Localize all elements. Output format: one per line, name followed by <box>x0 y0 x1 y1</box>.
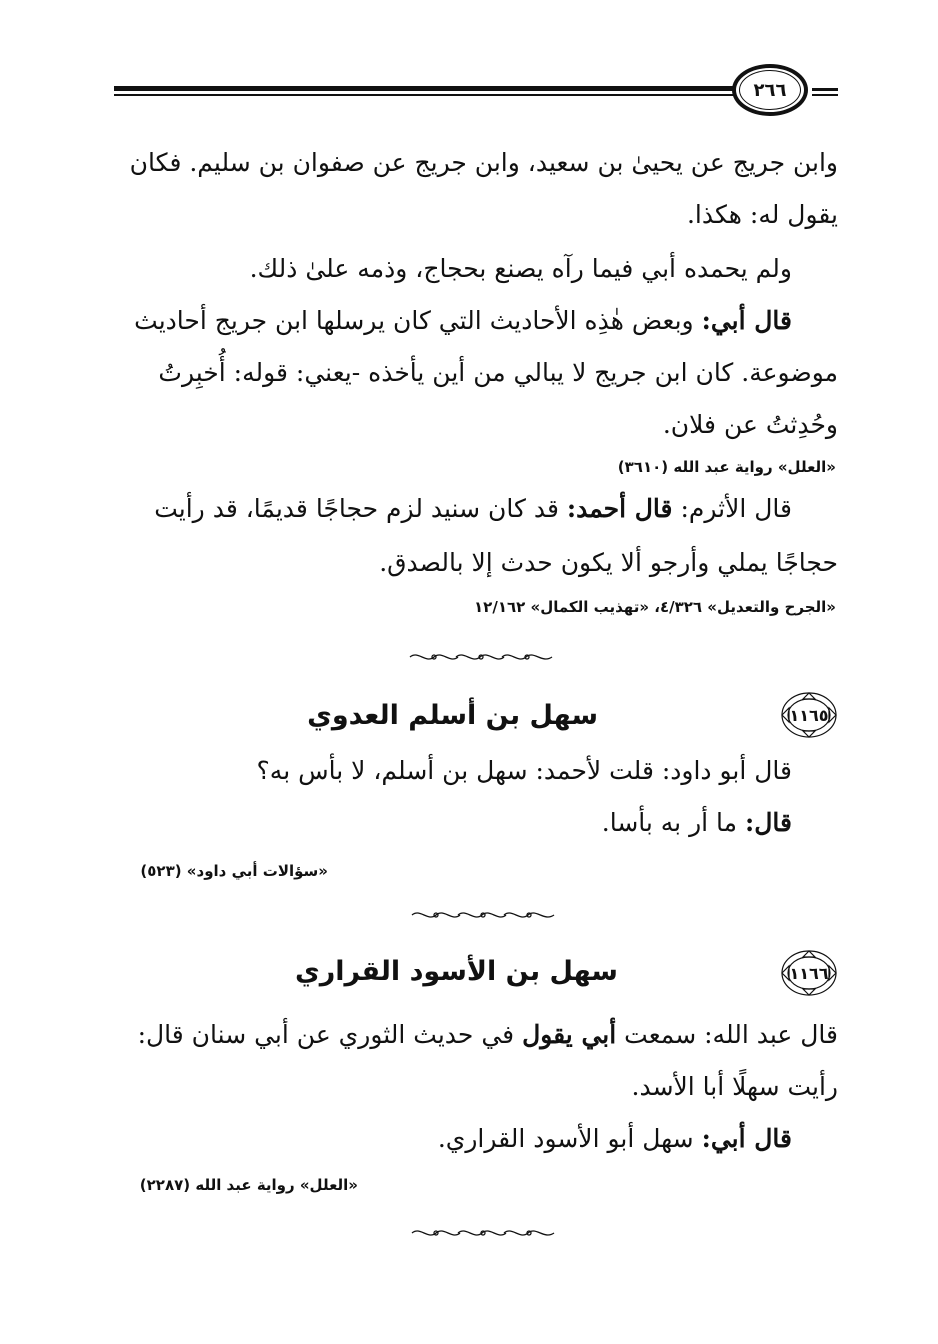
entry-title: سهل بن أسلم العدوي <box>307 700 598 731</box>
paragraph-line <box>134 294 792 348</box>
paragraph-text: سهل أبو الأسود القراري. <box>437 1124 694 1153</box>
ornament-divider-icon <box>408 1226 558 1240</box>
paragraph-line <box>438 1112 792 1166</box>
entry-number-badge <box>779 948 839 998</box>
paragraph-line <box>138 1008 838 1062</box>
entry-number: ١١٦٥ <box>789 705 829 725</box>
page-number: ٢٦٦ <box>739 70 801 110</box>
paragraph-line: موضوعة. كان ابن جريج لا يبالي من أين يأخذه -يعني: قوله: أُخبِرتُ <box>158 358 838 387</box>
page-number-badge <box>732 64 808 116</box>
source-citation: «سؤالات أبي داود» (٥٢٣) <box>140 862 328 880</box>
speaker-label: قال: <box>745 808 792 837</box>
source-citation: «الجرح والتعديل» ٤/٣٢٦، «تهذيب الكمال» ١٢/١٦٢ <box>474 598 836 616</box>
paragraph-line: ولم يحمده أبي فيما رآه يصنع بحجاج، وذمه علىٰ ذلك. <box>249 254 792 283</box>
paragraph-text: قال الأثرم: <box>680 494 792 523</box>
ornament-divider-icon <box>408 908 558 922</box>
entry-number-badge <box>779 690 839 740</box>
speaker-label: قال أبي: <box>701 1124 792 1153</box>
paragraph-line <box>154 482 792 536</box>
paragraph-line: رأيت سهلًا أبا الأسد. <box>631 1072 838 1101</box>
paragraph-text: قال عبد الله: سمعت <box>624 1020 838 1049</box>
paragraph-line: وابن جريج عن يحيىٰ بن سعيد، وابن جريج عن صفوان بن سليم. فكان <box>129 148 838 177</box>
paragraph-line <box>602 796 792 850</box>
header-rule-tail <box>812 88 838 98</box>
entry-title: سهل بن الأسود القراري <box>295 956 618 987</box>
speaker-label: أبي يقول <box>522 1020 617 1049</box>
paragraph-text: ما أر به بأسا. <box>601 808 738 837</box>
source-citation: «العلل» رواية عبد الله (٢٢٨٧) <box>139 1176 358 1194</box>
entry-number: ١١٦٦ <box>789 963 829 983</box>
paragraph-text: قد كان سنيد لزم حجاجًا قديمًا، قد رأيت <box>154 494 559 523</box>
header-rule <box>114 86 734 100</box>
ornament-divider-icon <box>406 650 556 664</box>
paragraph-line: حجاجًا يملي وأرجو ألا يكون حدث إلا بالصدق. <box>379 548 838 577</box>
source-citation: «العلل» رواية عبد الله (٣٦١٠) <box>617 458 836 476</box>
speaker-label: قال أبي: <box>701 306 792 335</box>
paragraph-line: قال أبو داود: قلت لأحمد: سهل بن أسلم، لا بأس به؟ <box>256 756 792 785</box>
paragraph-text: في حديث الثوري عن أبي سنان قال: <box>137 1020 515 1049</box>
paragraph-text: وبعض هٰذِه الأحاديث التي كان يرسلها ابن جريج أحاديث <box>134 306 694 335</box>
paragraph-line: وحُدِثتُ عن فلان. <box>662 410 838 439</box>
speaker-label: قال أحمد: <box>566 494 673 523</box>
paragraph-line: يقول له: هكذا. <box>686 200 838 229</box>
